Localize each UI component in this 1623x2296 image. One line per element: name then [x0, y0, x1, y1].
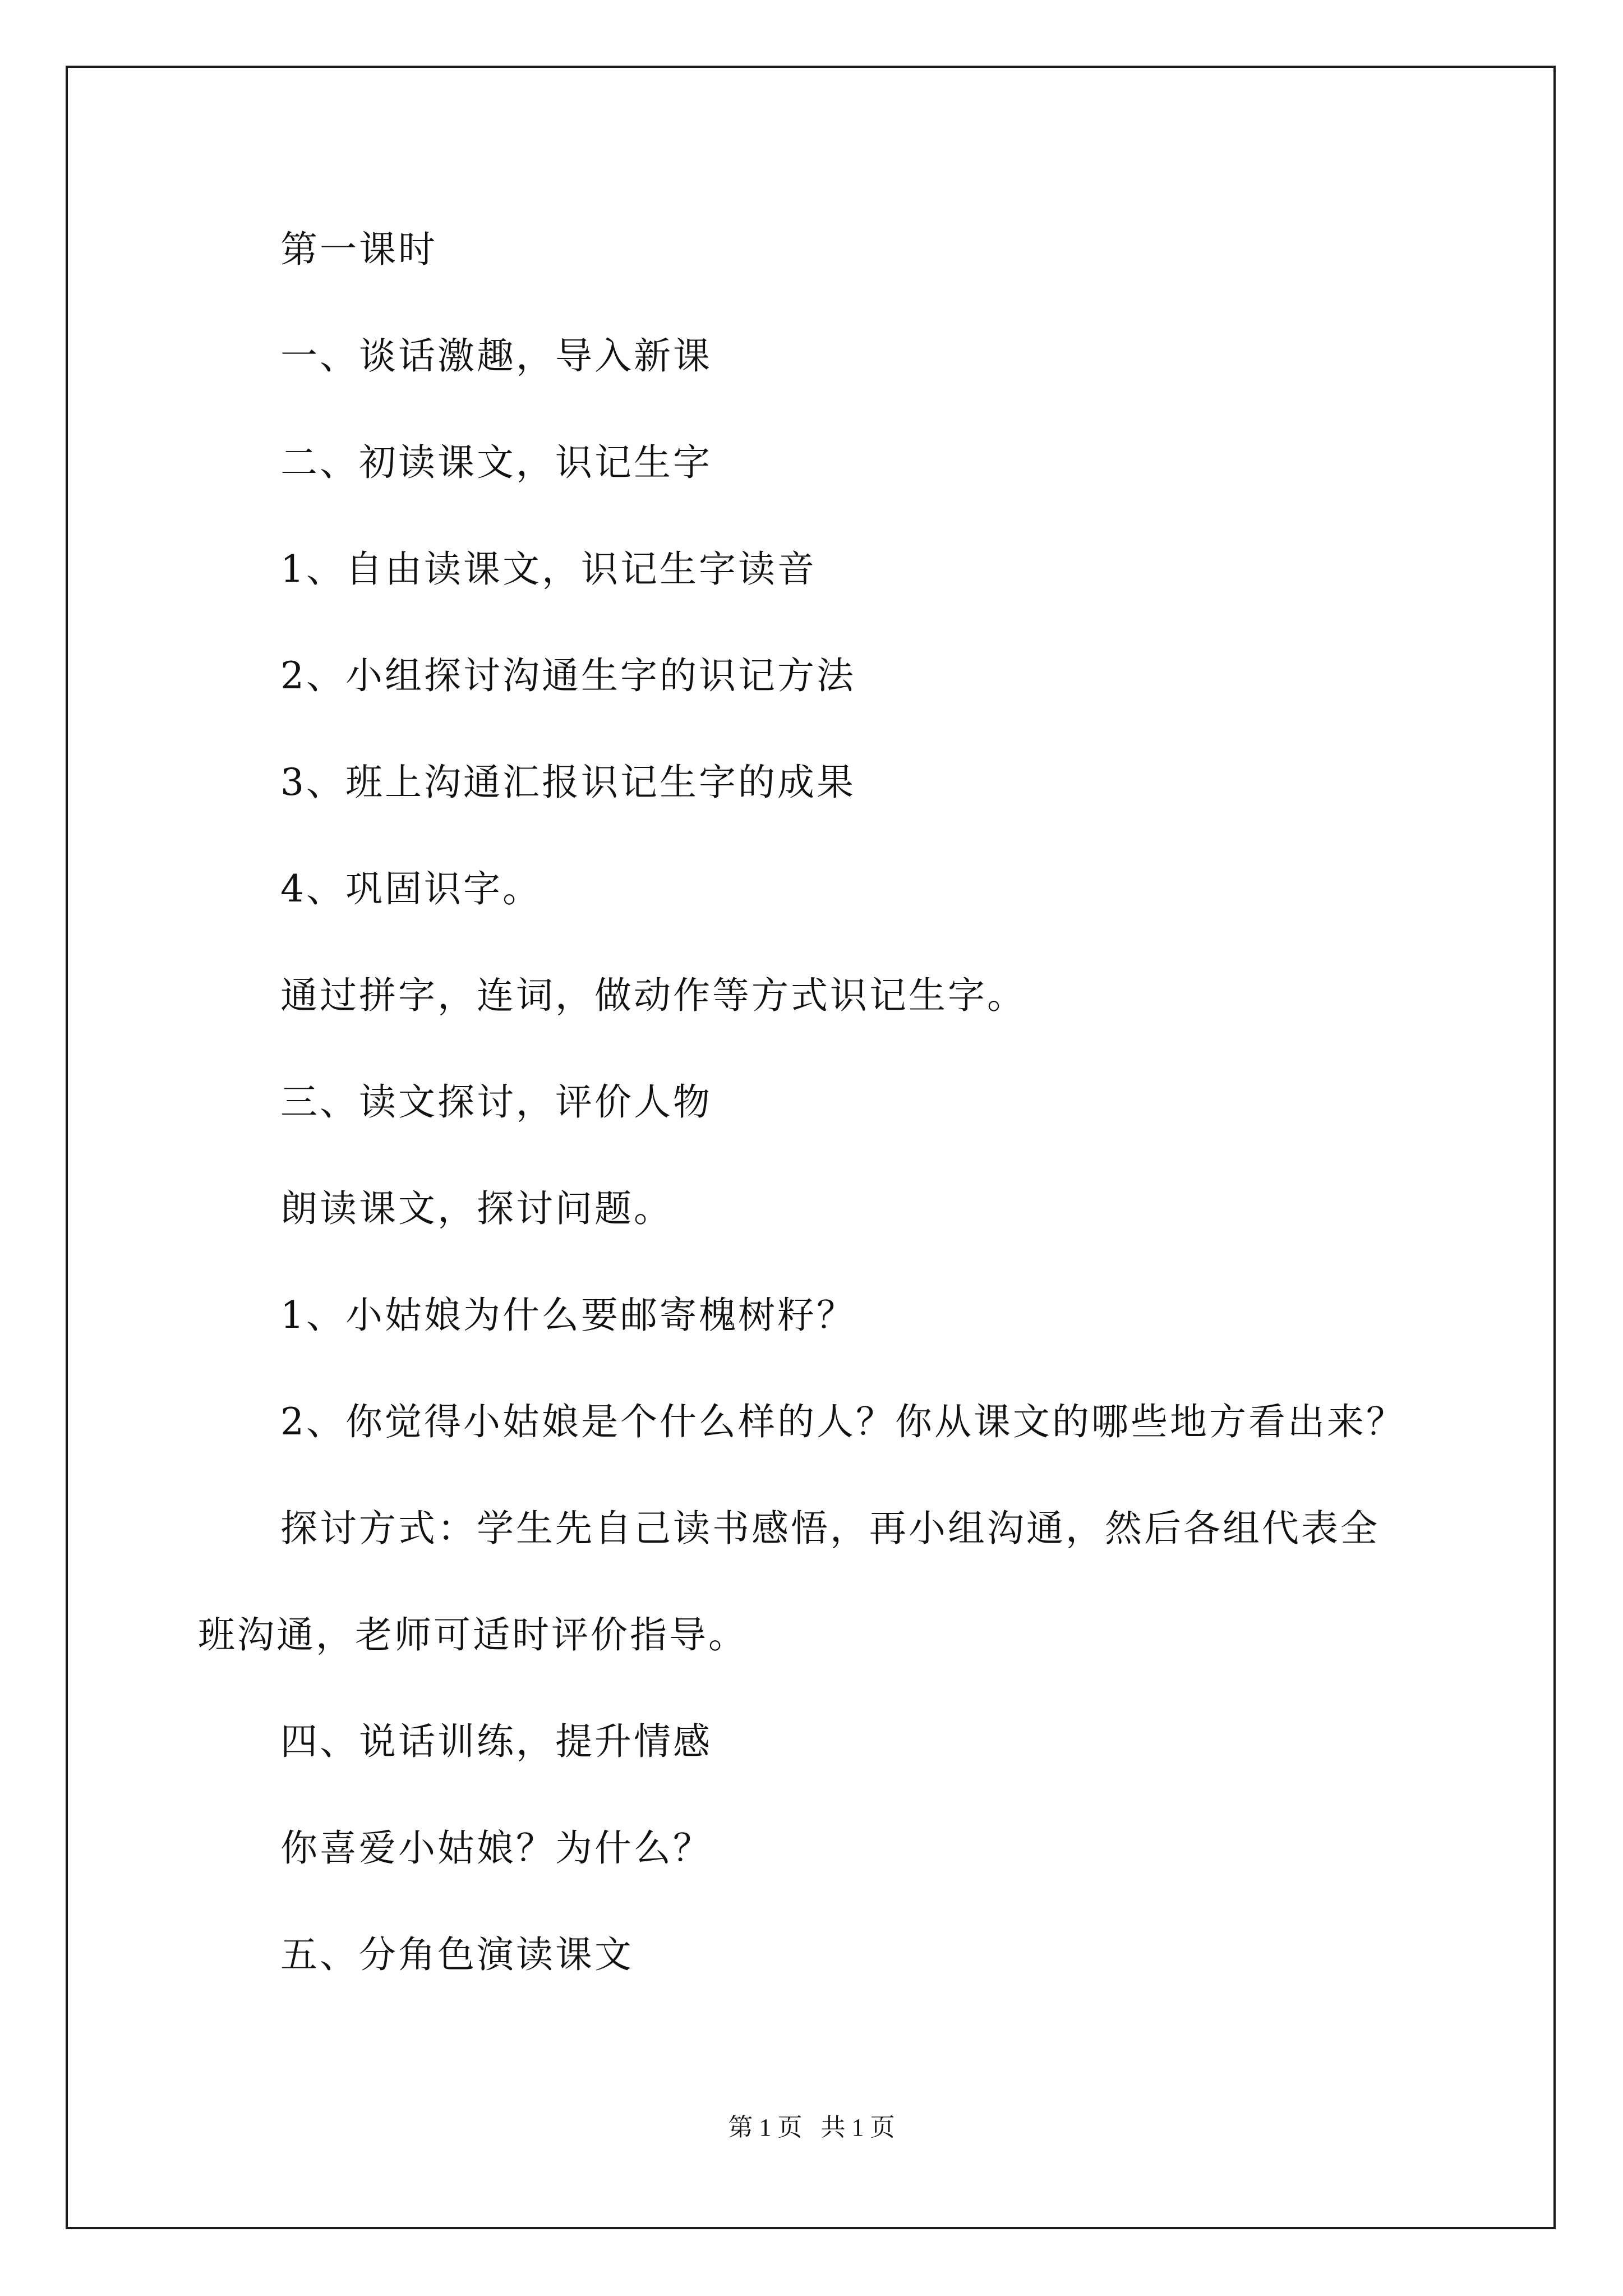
section-heading-3: 三、读文探讨，评价人物	[280, 1080, 712, 1124]
section-heading-4: 四、说话训练，提升情感	[280, 1720, 712, 1763]
paragraph-continuation: 班沟通，老师可适时评价指导。	[198, 1613, 748, 1657]
list-item: 4、巩固识字。	[280, 867, 542, 910]
paragraph: 通过拼字，连词，做动作等方式识记生字。	[280, 974, 1026, 1017]
page-footer: 第 1 页 共 1 页	[728, 2114, 895, 2141]
paragraph: 你喜爱小姑娘？为什么？	[280, 1826, 712, 1870]
heading-lesson: 第一课时	[280, 228, 437, 271]
list-item: 3、班上沟通汇报识记生字的成果	[280, 761, 856, 804]
list-item: 1、小姑娘为什么要邮寄槐树籽？	[280, 1294, 856, 1337]
list-item: 2、你觉得小姑娘是个什么样的人？你从课文的哪些地方看出来？	[280, 1400, 1405, 1443]
section-heading-1: 一、谈话激趣，导入新课	[280, 334, 712, 378]
section-heading-5: 五、分角色演读课文	[280, 1933, 634, 1976]
paragraph: 朗读课文，探讨问题。	[280, 1187, 673, 1230]
paragraph: 探讨方式：学生先自己读书感悟，再小组沟通，然后各组代表全	[280, 1507, 1380, 1550]
list-item: 2、小组探讨沟通生字的识记方法	[280, 654, 856, 697]
list-item: 1、自由读课文，识记生字读音	[280, 547, 817, 591]
section-heading-2: 二、初读课文，识记生字	[280, 441, 712, 484]
